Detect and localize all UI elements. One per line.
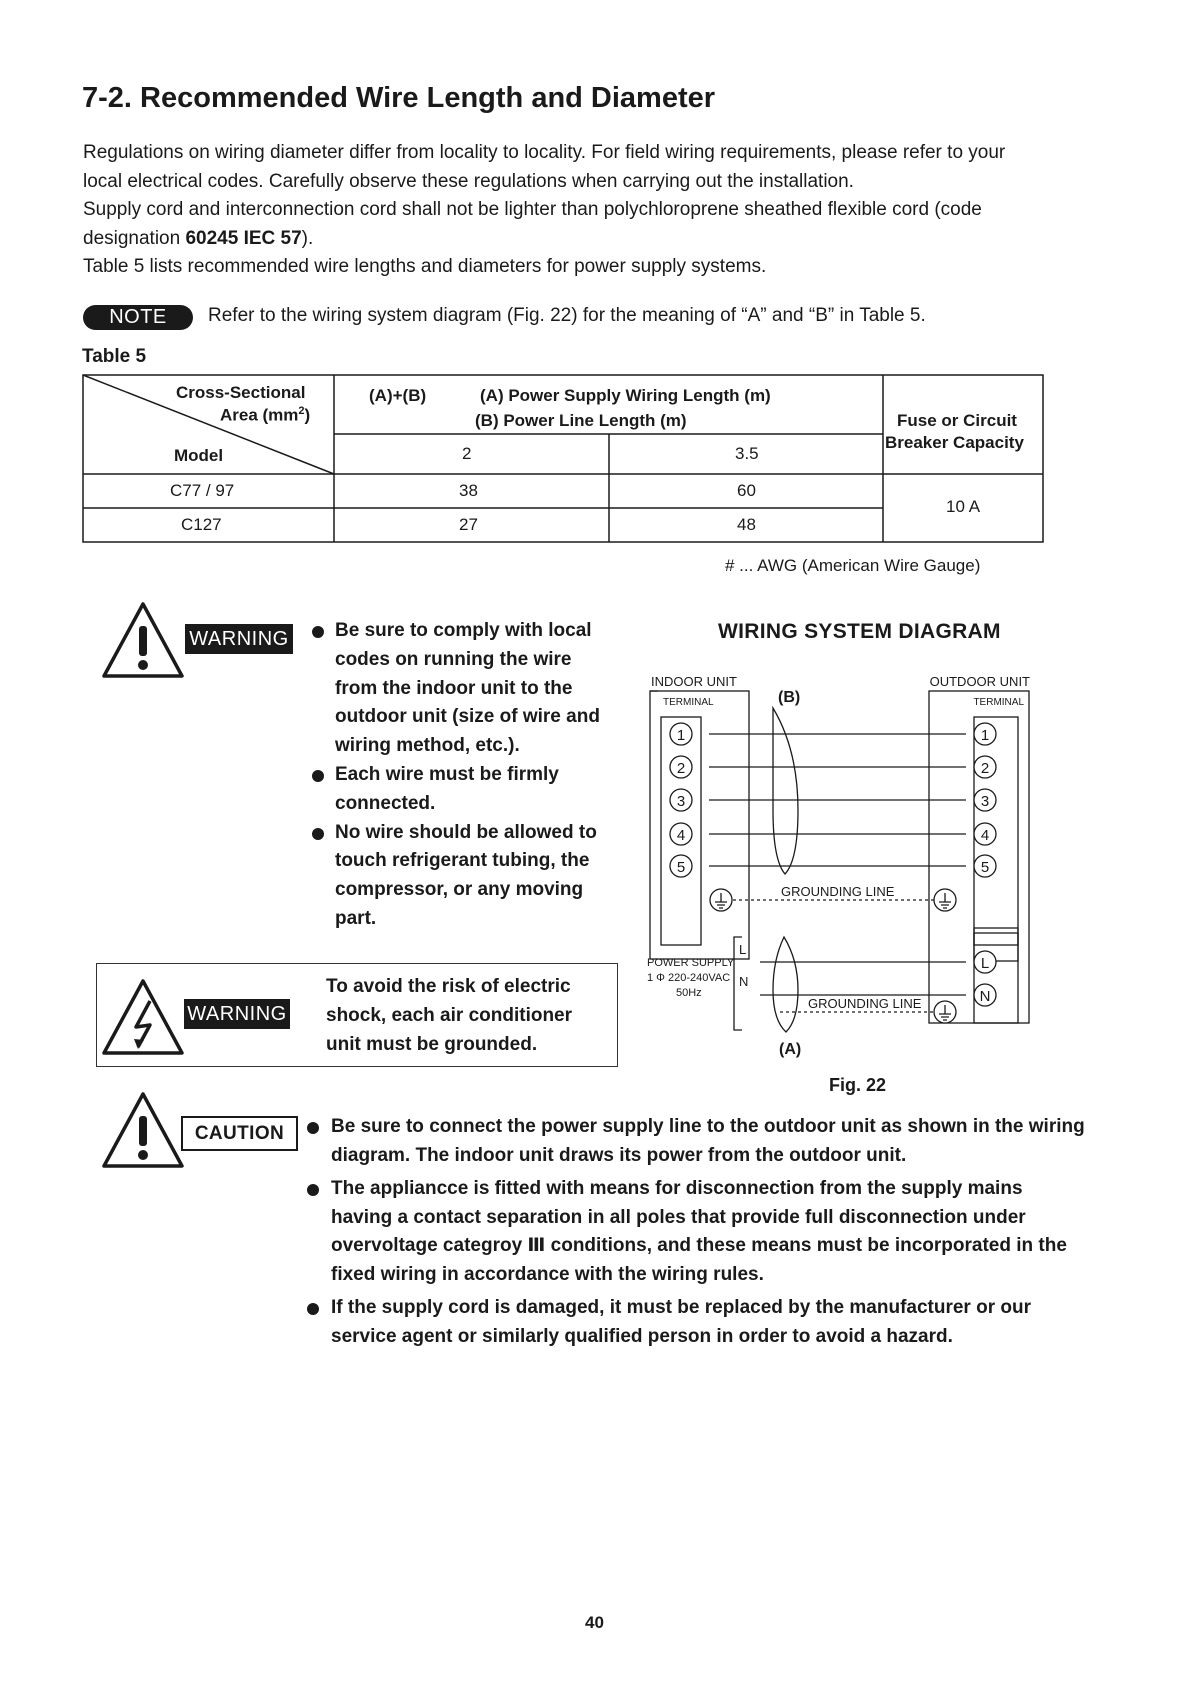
warning-list-item bbox=[312, 819, 612, 934]
row-2-value-1: 27 bbox=[459, 515, 478, 534]
indoor-terminal-label-4: 4 bbox=[676, 827, 686, 844]
indoor-unit-label: INDOOR UNIT bbox=[651, 674, 737, 689]
power-supply-label: POWER SUPPLY bbox=[647, 957, 735, 969]
header-area-sup: 2 bbox=[298, 405, 305, 417]
row-1-model: C77 / 97 bbox=[170, 481, 235, 500]
outdoor-power-terminal-block bbox=[974, 933, 1018, 1023]
bullet-icon bbox=[307, 1303, 319, 1315]
header-fuse-line2: Breaker Capacity bbox=[885, 433, 1024, 452]
indoor-terminal-label-1: 1 bbox=[676, 727, 686, 744]
code-designation: 60245 IEC 57 bbox=[185, 227, 302, 249]
header-fuse-line1: Fuse or Circuit bbox=[897, 411, 1017, 430]
caution-list-item bbox=[307, 1113, 1087, 1170]
warning-badge-2: WARNING bbox=[184, 999, 290, 1029]
outdoor-terminal-label-2: 2 bbox=[980, 760, 990, 777]
area-value-1: 2 bbox=[462, 444, 472, 463]
note-badge: NOTE bbox=[83, 305, 193, 330]
note-text: Refer to the wiring system diagram (Fig. 22) for the meaning of “A” and “B” in Table 5. bbox=[208, 305, 926, 326]
grounding-line-label-a: GROUNDING LINE bbox=[808, 996, 922, 1011]
outdoor-terminal-label-3: 3 bbox=[980, 793, 990, 810]
a-label: (A) bbox=[779, 1041, 802, 1058]
outdoor-terminal-label-1: 1 bbox=[980, 727, 990, 744]
bullet-icon bbox=[307, 1184, 319, 1196]
row-2-model: C127 bbox=[181, 515, 222, 534]
bullet-icon bbox=[312, 626, 324, 638]
outdoor-terminal-label-l: L bbox=[980, 955, 990, 972]
bullet-icon bbox=[312, 770, 324, 782]
voltage-label: 1 Φ 220-240VAC bbox=[647, 972, 731, 984]
caution-item-text: The appliancce is fitted with means for disconnection from the supply mains having a contact separation in all poles that provide full disconnection under overvoltage categroy Ⅲ conditions, and these means must be incorporated in the fixed wiring in accordance with the wiring rules. bbox=[331, 1178, 1067, 1285]
b-bundle-ellipse bbox=[773, 708, 798, 874]
section-title: 7-2. Recommended Wire Length and Diameter bbox=[82, 82, 716, 114]
caution-item-text: If the supply cord is damaged, it must be replaced by the manufacturer or our service agent or similarly qualified person in order to avoid a hazard. bbox=[331, 1297, 1031, 1347]
intro-p2-post: ). bbox=[301, 227, 314, 249]
header-model: Model bbox=[174, 446, 224, 465]
intro-p2-pre: Supply cord and interconnection cord shall not be lighter than polychloroprene sheathed flexible cord (code designation bbox=[83, 199, 982, 249]
header-b: (B) Power Line Length (m) bbox=[475, 411, 687, 430]
grounding-line-label-b: GROUNDING LINE bbox=[781, 884, 895, 899]
outdoor-terminal-label-4: 4 bbox=[980, 827, 990, 844]
caution-list-item bbox=[307, 1175, 1087, 1289]
indoor-unit-box bbox=[650, 691, 749, 959]
n-label: N bbox=[739, 974, 749, 989]
frequency-label: 50Hz bbox=[676, 987, 702, 999]
area-value-2: 3.5 bbox=[735, 444, 759, 463]
warning-list-item bbox=[312, 761, 612, 819]
bullet-icon bbox=[307, 1122, 319, 1134]
header-cross-sectional: Cross-Sectional bbox=[176, 383, 306, 402]
row-1-value-2: 60 bbox=[737, 481, 756, 500]
intro-paragraph-3: Table 5 lists recommended wire lengths and diameters for power supply systems. bbox=[83, 256, 767, 277]
caution-triangle-icon bbox=[100, 1090, 186, 1170]
indoor-terminal-label: TERMINAL bbox=[663, 697, 714, 708]
caution-badge: CAUTION bbox=[181, 1116, 298, 1151]
outdoor-terminal-label: TERMINAL bbox=[973, 697, 1024, 708]
page-number: 40 bbox=[585, 1613, 604, 1632]
warning-triangle-icon bbox=[100, 600, 186, 680]
table-footnote: # ... AWG (American Wire Gauge) bbox=[725, 556, 981, 575]
header-area bbox=[220, 405, 310, 426]
electric-shock-triangle-icon bbox=[100, 977, 186, 1057]
header-area-close: ) bbox=[304, 405, 311, 425]
indoor-terminal-label-3: 3 bbox=[676, 793, 686, 810]
diagram-title: WIRING SYSTEM DIAGRAM bbox=[718, 620, 1001, 643]
outdoor-unit-label: OUTDOOR UNIT bbox=[929, 674, 1030, 689]
header-area-text: Area (mm bbox=[220, 405, 299, 425]
intro-paragraph-1: Regulations on wiring diameter differ from locality to locality. For field wiring requirements, please refer to your local electrical codes. Carefully observe these regulations when carrying out the installation. bbox=[83, 142, 1006, 192]
figure-caption: Fig. 22 bbox=[829, 1075, 887, 1095]
warning-item-text: Be sure to comply with local codes on running the wire from the indoor unit to the outdoor unit (size of wire and wiring method, etc.). bbox=[335, 620, 600, 757]
wiring-system-diagram bbox=[630, 660, 1050, 1080]
table-caption: Table 5 bbox=[82, 346, 147, 367]
outdoor-terminal-label-5: 5 bbox=[980, 859, 990, 876]
fuse-value: 10 A bbox=[946, 497, 981, 516]
warning-item-text: No wire should be allowed to touch refrigerant tubing, the compressor, or any moving part. bbox=[335, 821, 597, 929]
outdoor-terminal-label-n: N bbox=[979, 988, 991, 1005]
header-a: (A) Power Supply Wiring Length (m) bbox=[480, 386, 771, 405]
grounding-warning-text: To avoid the risk of electric shock, each air conditioner unit must be grounded. bbox=[326, 976, 573, 1055]
indoor-terminal-label-2: 2 bbox=[676, 760, 686, 777]
indoor-terminal-label-5: 5 bbox=[676, 859, 686, 876]
warning-badge: WARNING bbox=[185, 624, 293, 654]
row-1-value-1: 38 bbox=[459, 481, 478, 500]
bullet-icon bbox=[312, 828, 324, 840]
header-ab: (A)+(B) bbox=[369, 386, 427, 405]
warning-list-item bbox=[312, 617, 612, 761]
l-label: L bbox=[739, 942, 747, 957]
warning-item-text: Each wire must be firmly connected. bbox=[335, 763, 559, 814]
row-2-value-2: 48 bbox=[737, 515, 756, 534]
warning-list bbox=[312, 617, 612, 934]
b-label: (B) bbox=[778, 689, 801, 706]
caution-list bbox=[307, 1113, 1087, 1356]
caution-item-text: Be sure to connect the power supply line to the outdoor unit as shown in the wiring diagram. The indoor unit draws its power from the outdoor unit. bbox=[331, 1116, 1085, 1166]
a-bundle-ellipse bbox=[773, 937, 798, 1032]
caution-list-item bbox=[307, 1294, 1087, 1351]
